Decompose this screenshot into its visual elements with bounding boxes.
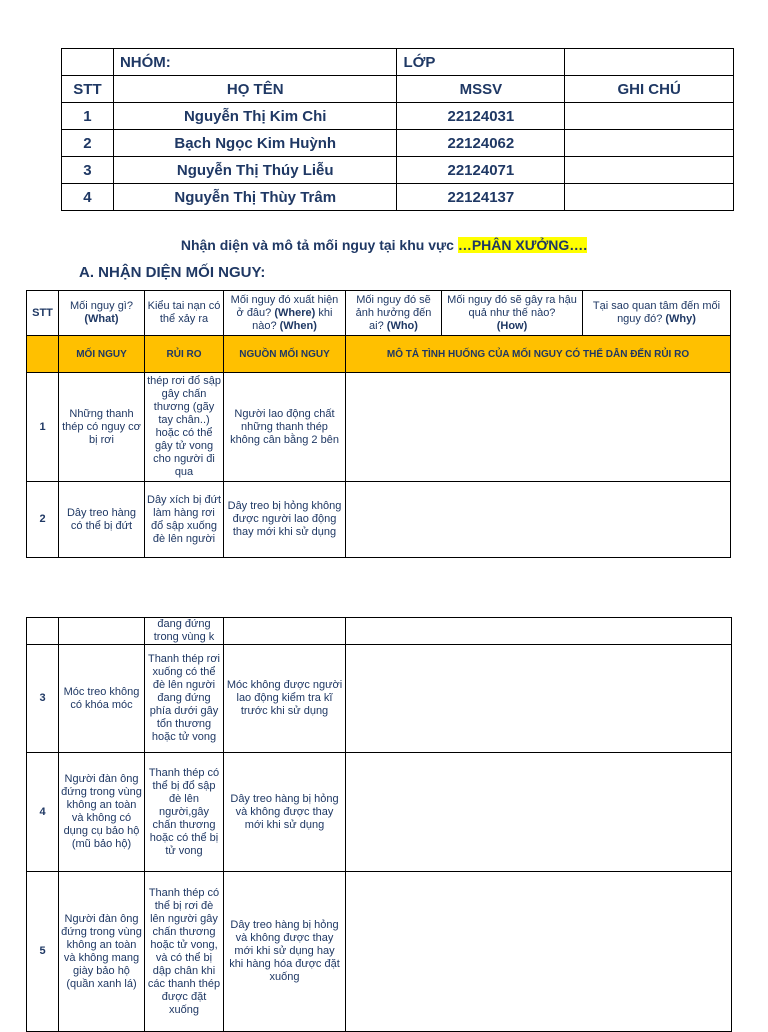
member-note	[565, 184, 734, 211]
hazard-cell: Dây treo hàng có thể bị đứt	[59, 482, 145, 558]
nhom-label: NHÓM:	[113, 49, 397, 76]
col-header-why: Tại sao quan tâm đến mối nguy đó? (Why)	[583, 291, 731, 336]
source-cell: Móc không được người lao động kiểm tra kĩ trước khi sử dụng	[224, 645, 346, 753]
table-row: 3 Móc treo không có khóa móc Thanh thép rơi xuống có thể đè lên người đang đứng phía dưới gây tổn thương hoặc tử vong Móc không được người lao động kiểm tra kĩ trước khi sử dụng	[27, 645, 732, 753]
group-table	[61, 48, 734, 211]
question-header-row	[27, 291, 731, 336]
lop-label: LỚP	[397, 49, 565, 76]
col-header-note: GHI CHÚ	[565, 76, 734, 103]
risk-cell: Thanh thép có thể bị rơi đè lên người gây chấn thương hoặc tử vong, và có thể bị dập chân khi các thanh thép được đặt xuống	[145, 872, 224, 1032]
description-cell	[346, 753, 732, 872]
col-header-name: HỌ TÊN	[113, 76, 397, 103]
source-cell: Dây treo bị hỏng không được người lao động thay mới khi sử dụng	[224, 482, 346, 558]
member-name: Nguyễn Thị Thùy Trâm	[113, 184, 397, 211]
description-cell	[346, 373, 731, 482]
category-header-row	[27, 336, 731, 373]
col-header-mssv: MSSV	[397, 76, 565, 103]
member-mssv: 22124031	[397, 103, 565, 130]
description-cell	[346, 482, 731, 558]
col-header-stt: STT	[62, 76, 114, 103]
table-row: 4 Người đàn ông đứng trong vùng không an toàn và không có dụng cụ bảo hộ (mũ bảo hộ) Thanh thép có thể bị đổ sập đè lên người,gây chấn thương hoặc có thể bị tử vong Dây treo hàng bị hỏng và không được thay mới khi sử dụng	[27, 753, 732, 872]
table-row: 1 Nguyễn Thị Kim Chi 22124031	[62, 103, 734, 130]
risk-cell: Thanh thép rơi xuống có thể đè lên người đang đứng phía dưới gây tổn thương hoặc tử vong	[145, 645, 224, 753]
group-header-row	[62, 49, 734, 76]
source-cell: Dây treo hàng bị hỏng và không được thay mới khi sử dụng hay khi hàng hóa được đặt xuống	[224, 872, 346, 1032]
hazard-cell: Móc treo không có khóa móc	[59, 645, 145, 753]
hazard-cell: Những thanh thép có nguy cơ bị rơi	[59, 373, 145, 482]
col-header-accident: Kiểu tai nạn có thể xảy ra	[145, 291, 224, 336]
member-mssv: 22124137	[397, 184, 565, 211]
risk-cell: thép rơi đổ sập gây chấn thương (gãy tay chân..) hoặc có thể gây tử vong cho người đi qua	[145, 373, 224, 482]
source-cell: Người lao động chất những thanh thép không cân bằng 2 bên	[224, 373, 346, 482]
col-header-risk: RỦI RO	[145, 336, 224, 373]
page-title: Nhận diện và mô tả mối nguy tại khu vực …PHÂN XƯỞNG….	[180, 237, 588, 253]
hazard-table	[26, 290, 731, 558]
hazard-cell: Người đàn ông đứng trong vùng không an toàn và không mang giày bảo hộ (quần xanh lá)	[59, 872, 145, 1032]
description-cell	[346, 645, 732, 753]
member-mssv: 22124062	[397, 130, 565, 157]
col-header-description: MÔ TẢ TÌNH HUỐNG CỦA MỐI NGUY CÓ THỂ DẪN ĐẾN RỦI RO	[346, 336, 731, 373]
table-row: 2 Bạch Ngọc Kim Huỳnh 22124062	[62, 130, 734, 157]
risk-cell: Thanh thép có thể bị đổ sập đè lên người,gây chấn thương hoặc có thể bị tử vong	[145, 753, 224, 872]
table-row: 1 Những thanh thép có nguy cơ bị rơi thép rơi đổ sập gây chấn thương (gãy tay chân..) hoặc có thể gây tử vong cho người đi qua Người lao động chất những thanh thép không cân bằng 2 bên	[27, 373, 731, 482]
description-cell	[346, 872, 732, 1032]
area-highlight: …PHÂN XƯỞNG….	[457, 237, 588, 253]
table-row: 3 Nguyễn Thị Thúy Liễu 22124071	[62, 157, 734, 184]
member-name: Bạch Ngọc Kim Huỳnh	[113, 130, 397, 157]
col-header-where-when: Mối nguy đó xuất hiện ở đâu? (Where) khi nào? (When)	[224, 291, 346, 336]
member-note	[565, 130, 734, 157]
table-row: 4 Nguyễn Thị Thùy Trâm 22124137	[62, 184, 734, 211]
table-row: 2 Dây treo hàng có thể bị đứt Dây xích bị đứt làm hàng rơi đổ sập xuống đè lên người Dây treo bị hỏng không được người lao động thay mới khi sử dụng	[27, 482, 731, 558]
table-row: 5 Người đàn ông đứng trong vùng không an toàn và không mang giày bảo hộ (quần xanh lá) Thanh thép có thể bị rơi đè lên người gây chấn thương hoặc tử vong, và có thể bị dập chân khi các thanh thép được đặt xuống Dây treo hàng bị hỏng và không được thay mới khi sử dụng hay khi hàng hóa được đặt xuống	[27, 872, 732, 1032]
table-row	[27, 618, 732, 645]
hazard-table-continued	[26, 617, 732, 1032]
member-name: Nguyễn Thị Thúy Liễu	[113, 157, 397, 184]
col-header-what: Mối nguy gì? (What)	[59, 291, 145, 336]
col-header-hazard: MỐI NGUY	[59, 336, 145, 373]
member-name: Nguyễn Thị Kim Chi	[113, 103, 397, 130]
col-header-how: Mối nguy đó sẽ gây ra hậu quả như thế nào? (How)	[442, 291, 583, 336]
hazard-cell: Người đàn ông đứng trong vùng không an toàn và không có dụng cụ bảo hộ (mũ bảo hộ)	[59, 753, 145, 872]
col-header-who: Mối nguy đó sẽ ảnh hưởng đến ai? (Who)	[346, 291, 442, 336]
group-column-headers	[62, 76, 734, 103]
member-note	[565, 157, 734, 184]
member-note	[565, 103, 734, 130]
section-heading: A. NHẬN DIỆN MỐI NGUY:	[79, 264, 266, 281]
risk-cell-fragment: đang đứng trong vùng k	[145, 618, 224, 645]
col-header-stt: STT	[27, 291, 59, 336]
source-cell: Dây treo hàng bị hỏng và không được thay mới khi sử dụng	[224, 753, 346, 872]
member-mssv: 22124071	[397, 157, 565, 184]
col-header-source: NGUỒN MỐI NGUY	[224, 336, 346, 373]
risk-cell: Dây xích bị đứt làm hàng rơi đổ sập xuống đè lên người	[145, 482, 224, 558]
